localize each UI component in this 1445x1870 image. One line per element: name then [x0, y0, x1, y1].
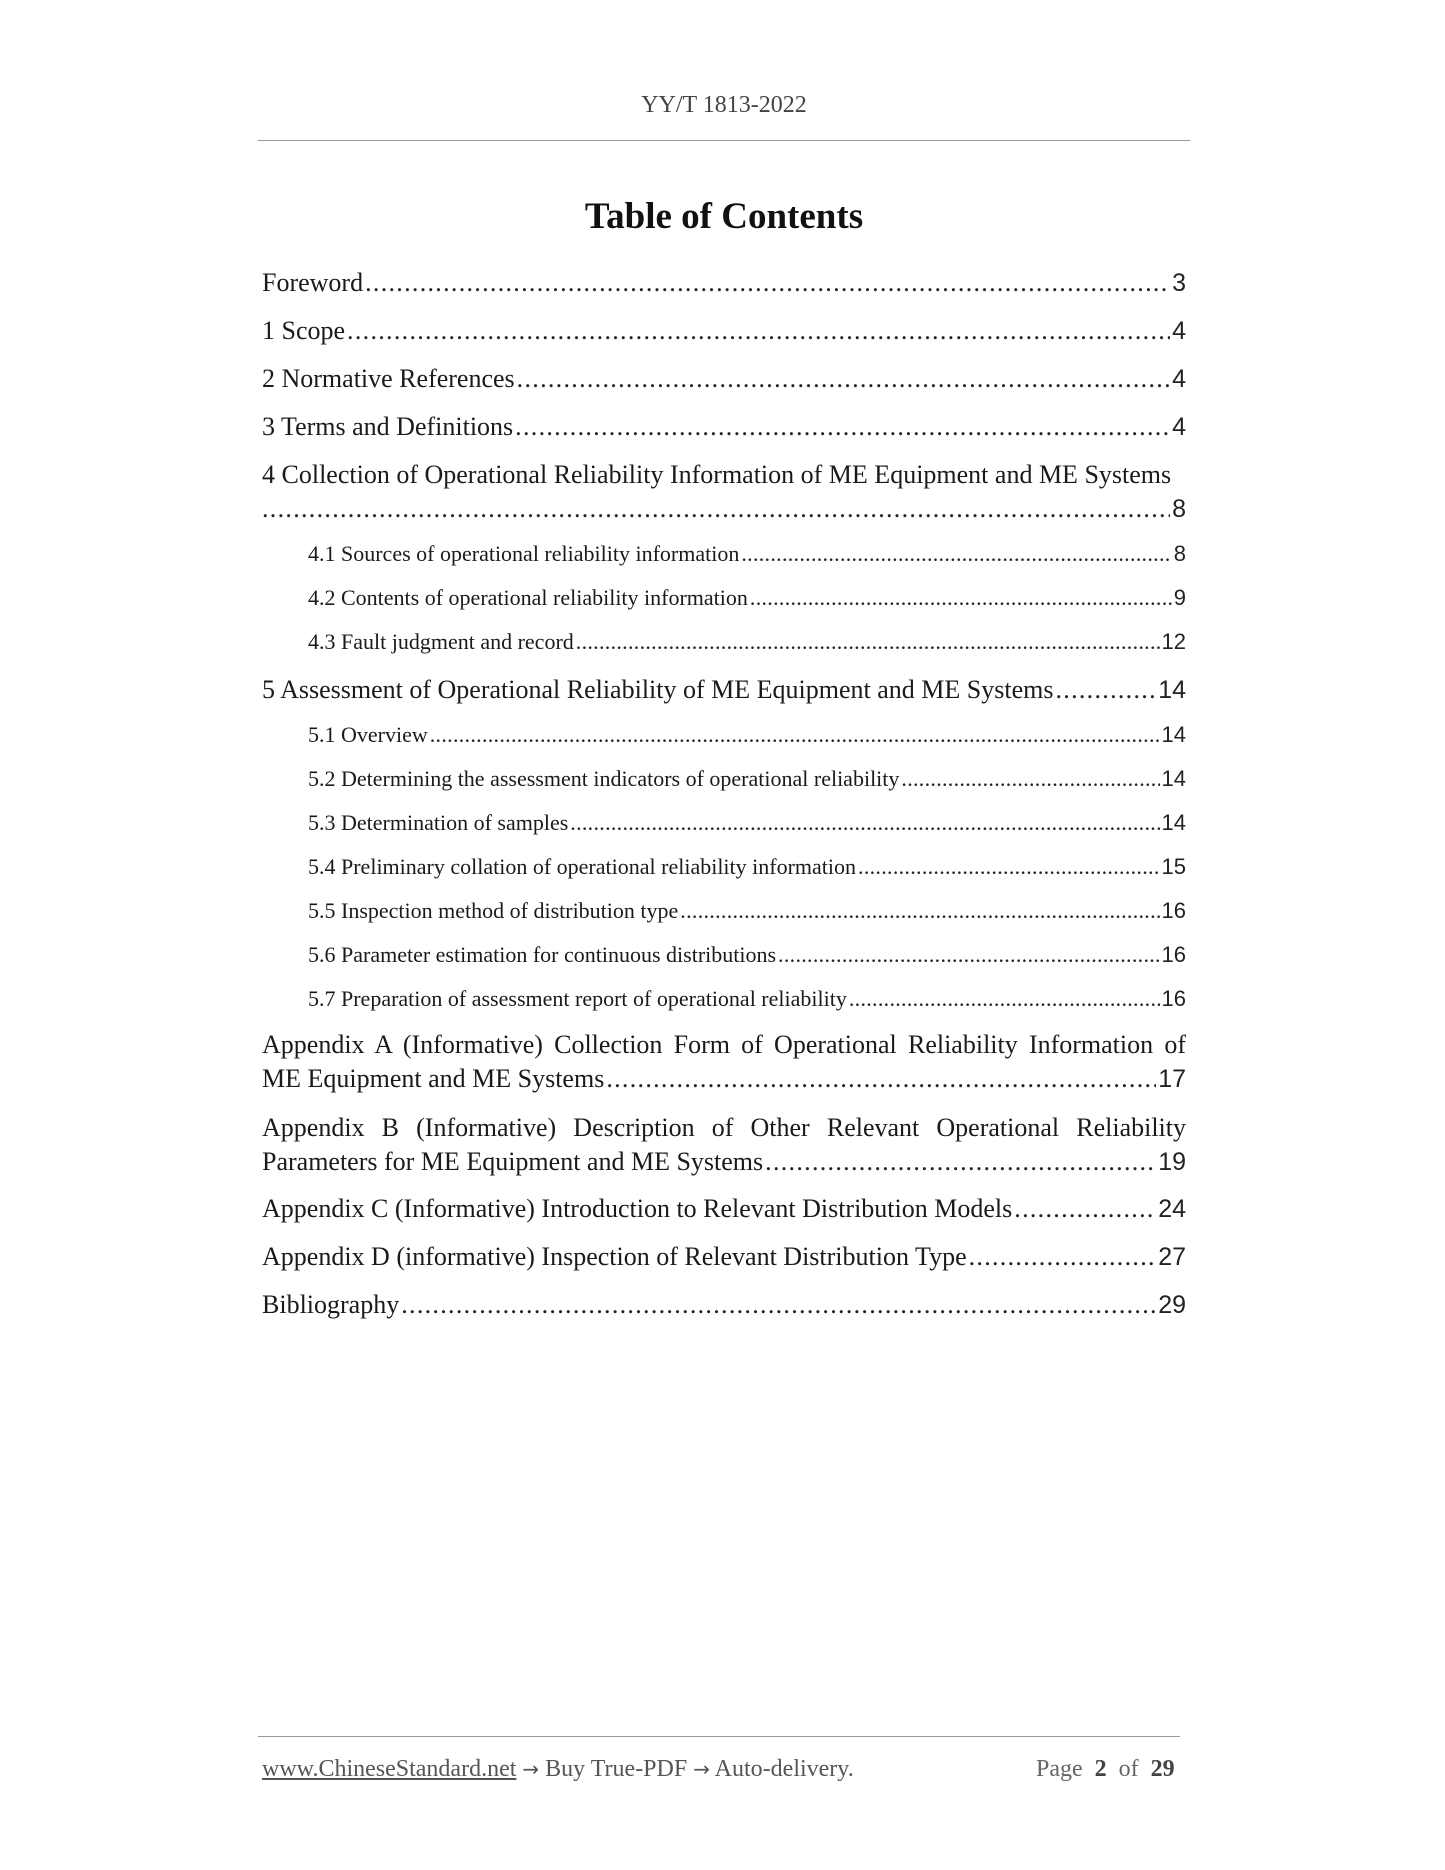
toc-entry-text: 5.4 Preliminary collation of operational reliability information: [308, 854, 857, 879]
toc-entry-text: 4.2 Contents of operational reliability information: [308, 585, 748, 610]
dot-leader: [517, 364, 1170, 394]
dot-leader: [570, 810, 1159, 836]
dot-leader: [606, 1064, 1156, 1094]
current-page-number: 2: [1094, 1756, 1107, 1782]
toc-entry-text: 5.7 Preparation of assessment report of operational reliability: [308, 986, 847, 1011]
toc-entry-5-5[interactable]: [308, 898, 1186, 930]
toc-entry-foreword[interactable]: [262, 268, 1186, 304]
toc-page-number: 14: [1161, 810, 1186, 835]
toc-entry-text: 4.1 Sources of operational reliability information: [308, 541, 740, 566]
toc-entry-text: Appendix C (Informative) Introduction to Relevant Distribution Models: [262, 1194, 1013, 1223]
footer-promo: [262, 1756, 854, 1783]
toc-page-number: 8: [1173, 541, 1186, 566]
toc-page-number: 15: [1161, 854, 1186, 879]
toc-entry-collection[interactable]: [262, 494, 1186, 530]
toc-page-number: 17: [1158, 1065, 1186, 1093]
toc-page-number: 12: [1161, 629, 1186, 654]
toc-page-number: 14: [1158, 676, 1186, 704]
of-label: of: [1118, 1756, 1139, 1782]
toc-entry-collection-title[interactable]: 4 Collection of Operational Reliability Information of ME Equipment and ME Systems: [262, 460, 1172, 489]
toc-entry-5-7[interactable]: [308, 986, 1186, 1018]
page-title: Table of Contents: [584, 196, 864, 237]
toc-entry-5-6[interactable]: [308, 942, 1186, 974]
footer-divider: [258, 1736, 1180, 1737]
toc-entry-5-2[interactable]: [308, 766, 1186, 798]
toc-entry-text: 2 Normative References: [262, 364, 515, 393]
toc-page-number: 16: [1161, 942, 1186, 967]
toc-entry-text: 3 Terms and Definitions: [262, 412, 514, 441]
toc-entry-text: Appendix D (informative) Inspection of Relevant Distribution Type: [262, 1242, 967, 1271]
dot-leader: [901, 766, 1159, 792]
toc-entry-5-1[interactable]: [308, 722, 1186, 754]
dot-leader: [262, 494, 1170, 524]
toc-page-number: 24: [1158, 1195, 1186, 1223]
toc-entry-bibliography[interactable]: [262, 1290, 1186, 1326]
toc-entry-text: 5.6 Parameter estimation for continuous distributions: [308, 942, 777, 967]
page-label: Page: [1036, 1756, 1083, 1782]
toc-page-number: 16: [1161, 898, 1186, 923]
dot-leader: [365, 268, 1170, 298]
toc-page-number: 27: [1158, 1243, 1186, 1271]
toc-entry-text: 5.1 Overview: [308, 722, 428, 747]
toc-page-number: 9: [1173, 585, 1186, 610]
toc-entry-normative-references[interactable]: [262, 364, 1186, 400]
toc-entry-text: ME Equipment and ME Systems: [262, 1064, 605, 1093]
toc-entry-scope[interactable]: [262, 316, 1186, 352]
toc-entry-text: Bibliography: [262, 1290, 400, 1319]
toc-page-number: 4: [1172, 413, 1186, 441]
toc-page-number: 16: [1161, 986, 1186, 1011]
toc-entry-appendix-b-line1[interactable]: Appendix B (Informative) Description of Other Relevant Operational Reliability: [262, 1113, 1186, 1142]
dot-leader: [750, 585, 1172, 611]
site-link[interactable]: www.ChineseStandard.net: [262, 1756, 517, 1782]
toc-entry-text: 5.5 Inspection method of distribution type: [308, 898, 679, 923]
dot-leader: [778, 942, 1159, 968]
header-divider: [258, 140, 1190, 141]
dot-leader: [401, 1290, 1156, 1320]
dot-leader: [849, 986, 1160, 1012]
toc-page-number: 14: [1161, 766, 1186, 791]
dot-leader: [969, 1242, 1157, 1272]
toc-page-number: 29: [1158, 1291, 1186, 1319]
right-arrow-icon: →: [693, 1757, 710, 1781]
toc-page-number: 4: [1172, 365, 1186, 393]
toc-page-number: 19: [1158, 1148, 1186, 1176]
toc-entry-text: 5.2 Determining the assessment indicators of operational reliability: [308, 766, 900, 791]
dot-leader: [430, 722, 1160, 748]
toc-entry-appendix-a-line1[interactable]: Appendix A (Informative) Collection Form of Operational Reliability Information of: [262, 1030, 1186, 1059]
toc-entry-appendix-d[interactable]: [262, 1242, 1186, 1278]
right-arrow-icon: →: [522, 1757, 540, 1781]
toc-entry-text: 5.3 Determination of samples: [308, 810, 569, 835]
toc-entry-text: Foreword: [262, 268, 364, 297]
toc-entry-assessment[interactable]: [262, 675, 1186, 711]
dot-leader: [680, 898, 1159, 924]
dot-leader: [1014, 1194, 1156, 1224]
toc-entry-4-1[interactable]: [308, 541, 1186, 573]
toc-entry-appendix-c[interactable]: [262, 1194, 1186, 1230]
toc-page-number: 3: [1172, 269, 1186, 297]
toc-entry-text: Parameters for ME Equipment and ME Systems: [262, 1147, 764, 1176]
dot-leader: [1055, 675, 1156, 705]
toc-entry-text: 5 Assessment of Operational Reliability of ME Equipment and ME Systems: [262, 675, 1054, 704]
toc-entry-4-3[interactable]: [308, 629, 1186, 661]
toc-entry-4-2[interactable]: [308, 585, 1186, 617]
dot-leader: [576, 629, 1160, 655]
total-pages-number: 29: [1150, 1756, 1175, 1782]
toc-entry-terms-and-definitions[interactable]: [262, 412, 1186, 448]
toc-page-number: 14: [1161, 722, 1186, 747]
buy-true-pdf-text: Buy True-PDF: [545, 1756, 688, 1782]
dot-leader: [858, 854, 1159, 880]
toc-entry-appendix-a[interactable]: [262, 1064, 1186, 1100]
toc-entry-appendix-b[interactable]: [262, 1147, 1186, 1183]
dot-leader: [765, 1147, 1156, 1177]
toc-page-number: 8: [1172, 495, 1186, 523]
toc-entry-5-4[interactable]: [308, 854, 1186, 886]
document-code-header: YY/T 1813-2022: [641, 92, 807, 118]
dot-leader: [515, 412, 1170, 442]
toc-page-number: 4: [1172, 317, 1186, 345]
toc-entry-text: 4.3 Fault judgment and record: [308, 629, 574, 654]
page-indicator: [1036, 1756, 1175, 1783]
toc-entry-text: 1 Scope: [262, 316, 346, 345]
dot-leader: [347, 316, 1170, 346]
dot-leader: [741, 541, 1171, 567]
auto-delivery-text: Auto-delivery.: [714, 1756, 854, 1782]
toc-entry-5-3[interactable]: [308, 810, 1186, 842]
